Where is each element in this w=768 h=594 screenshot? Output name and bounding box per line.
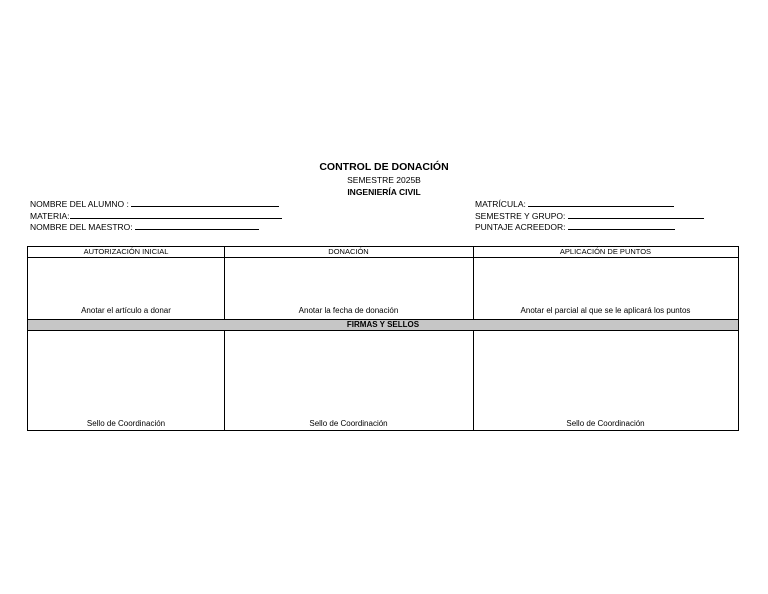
student-name-label: NOMBRE DEL ALUMNO : (30, 199, 129, 209)
teacher-name-label: NOMBRE DEL MAESTRO: (30, 222, 133, 232)
coordination-seal-3[interactable]: Sello de Coordinación (566, 419, 645, 428)
coordination-seal-1[interactable]: Sello de Coordinación (86, 419, 166, 428)
band-top-border (28, 319, 738, 320)
column-header-initial-authorization: AUTORIZACIÓN INICIAL (83, 247, 169, 256)
subject-field[interactable] (30, 211, 282, 221)
column-divider (224, 330, 225, 430)
score-blank[interactable] (568, 222, 675, 230)
career-subtitle: INGENIERÍA CIVIL (347, 187, 421, 197)
subject-blank[interactable] (70, 211, 282, 219)
semester-subtitle: SEMESTRE 2025B (347, 175, 421, 185)
student-name-blank[interactable] (131, 199, 279, 207)
score-field[interactable] (475, 222, 675, 232)
column-header-points-application: APLICACIÓN DE PUNTOS (559, 247, 652, 256)
column-divider (473, 330, 474, 430)
applied-partial-cell[interactable]: Anotar el parcial al que se le aplicará los puntos (520, 306, 691, 315)
student-name-field[interactable] (30, 199, 279, 209)
article-to-donate-cell[interactable]: Anotar el artículo a donar (81, 306, 171, 315)
teacher-name-blank[interactable] (135, 222, 259, 230)
donation-table (27, 246, 739, 431)
semester-group-blank[interactable] (568, 211, 704, 219)
enrollment-field[interactable] (475, 199, 674, 209)
score-label: PUNTAJE ACREEDOR: (475, 222, 566, 232)
coordination-seal-2[interactable]: Sello de Coordinación (309, 419, 388, 428)
enrollment-blank[interactable] (528, 199, 674, 207)
signatures-seals-band: FIRMAS Y SELLOS (28, 319, 738, 330)
teacher-name-field[interactable] (30, 222, 259, 232)
column-header-donation: DONACIÓN (328, 247, 369, 256)
enrollment-label: MATRÍCULA: (475, 199, 526, 209)
band-bottom-border (28, 330, 738, 331)
subject-label: MATERIA: (30, 211, 70, 221)
semester-group-field[interactable] (475, 211, 704, 221)
donation-date-cell[interactable]: Anotar la fecha de donación (298, 306, 399, 315)
semester-group-label: SEMESTRE Y GRUPO: (475, 211, 566, 221)
document-title: CONTROL DE DONACIÓN (319, 161, 449, 173)
